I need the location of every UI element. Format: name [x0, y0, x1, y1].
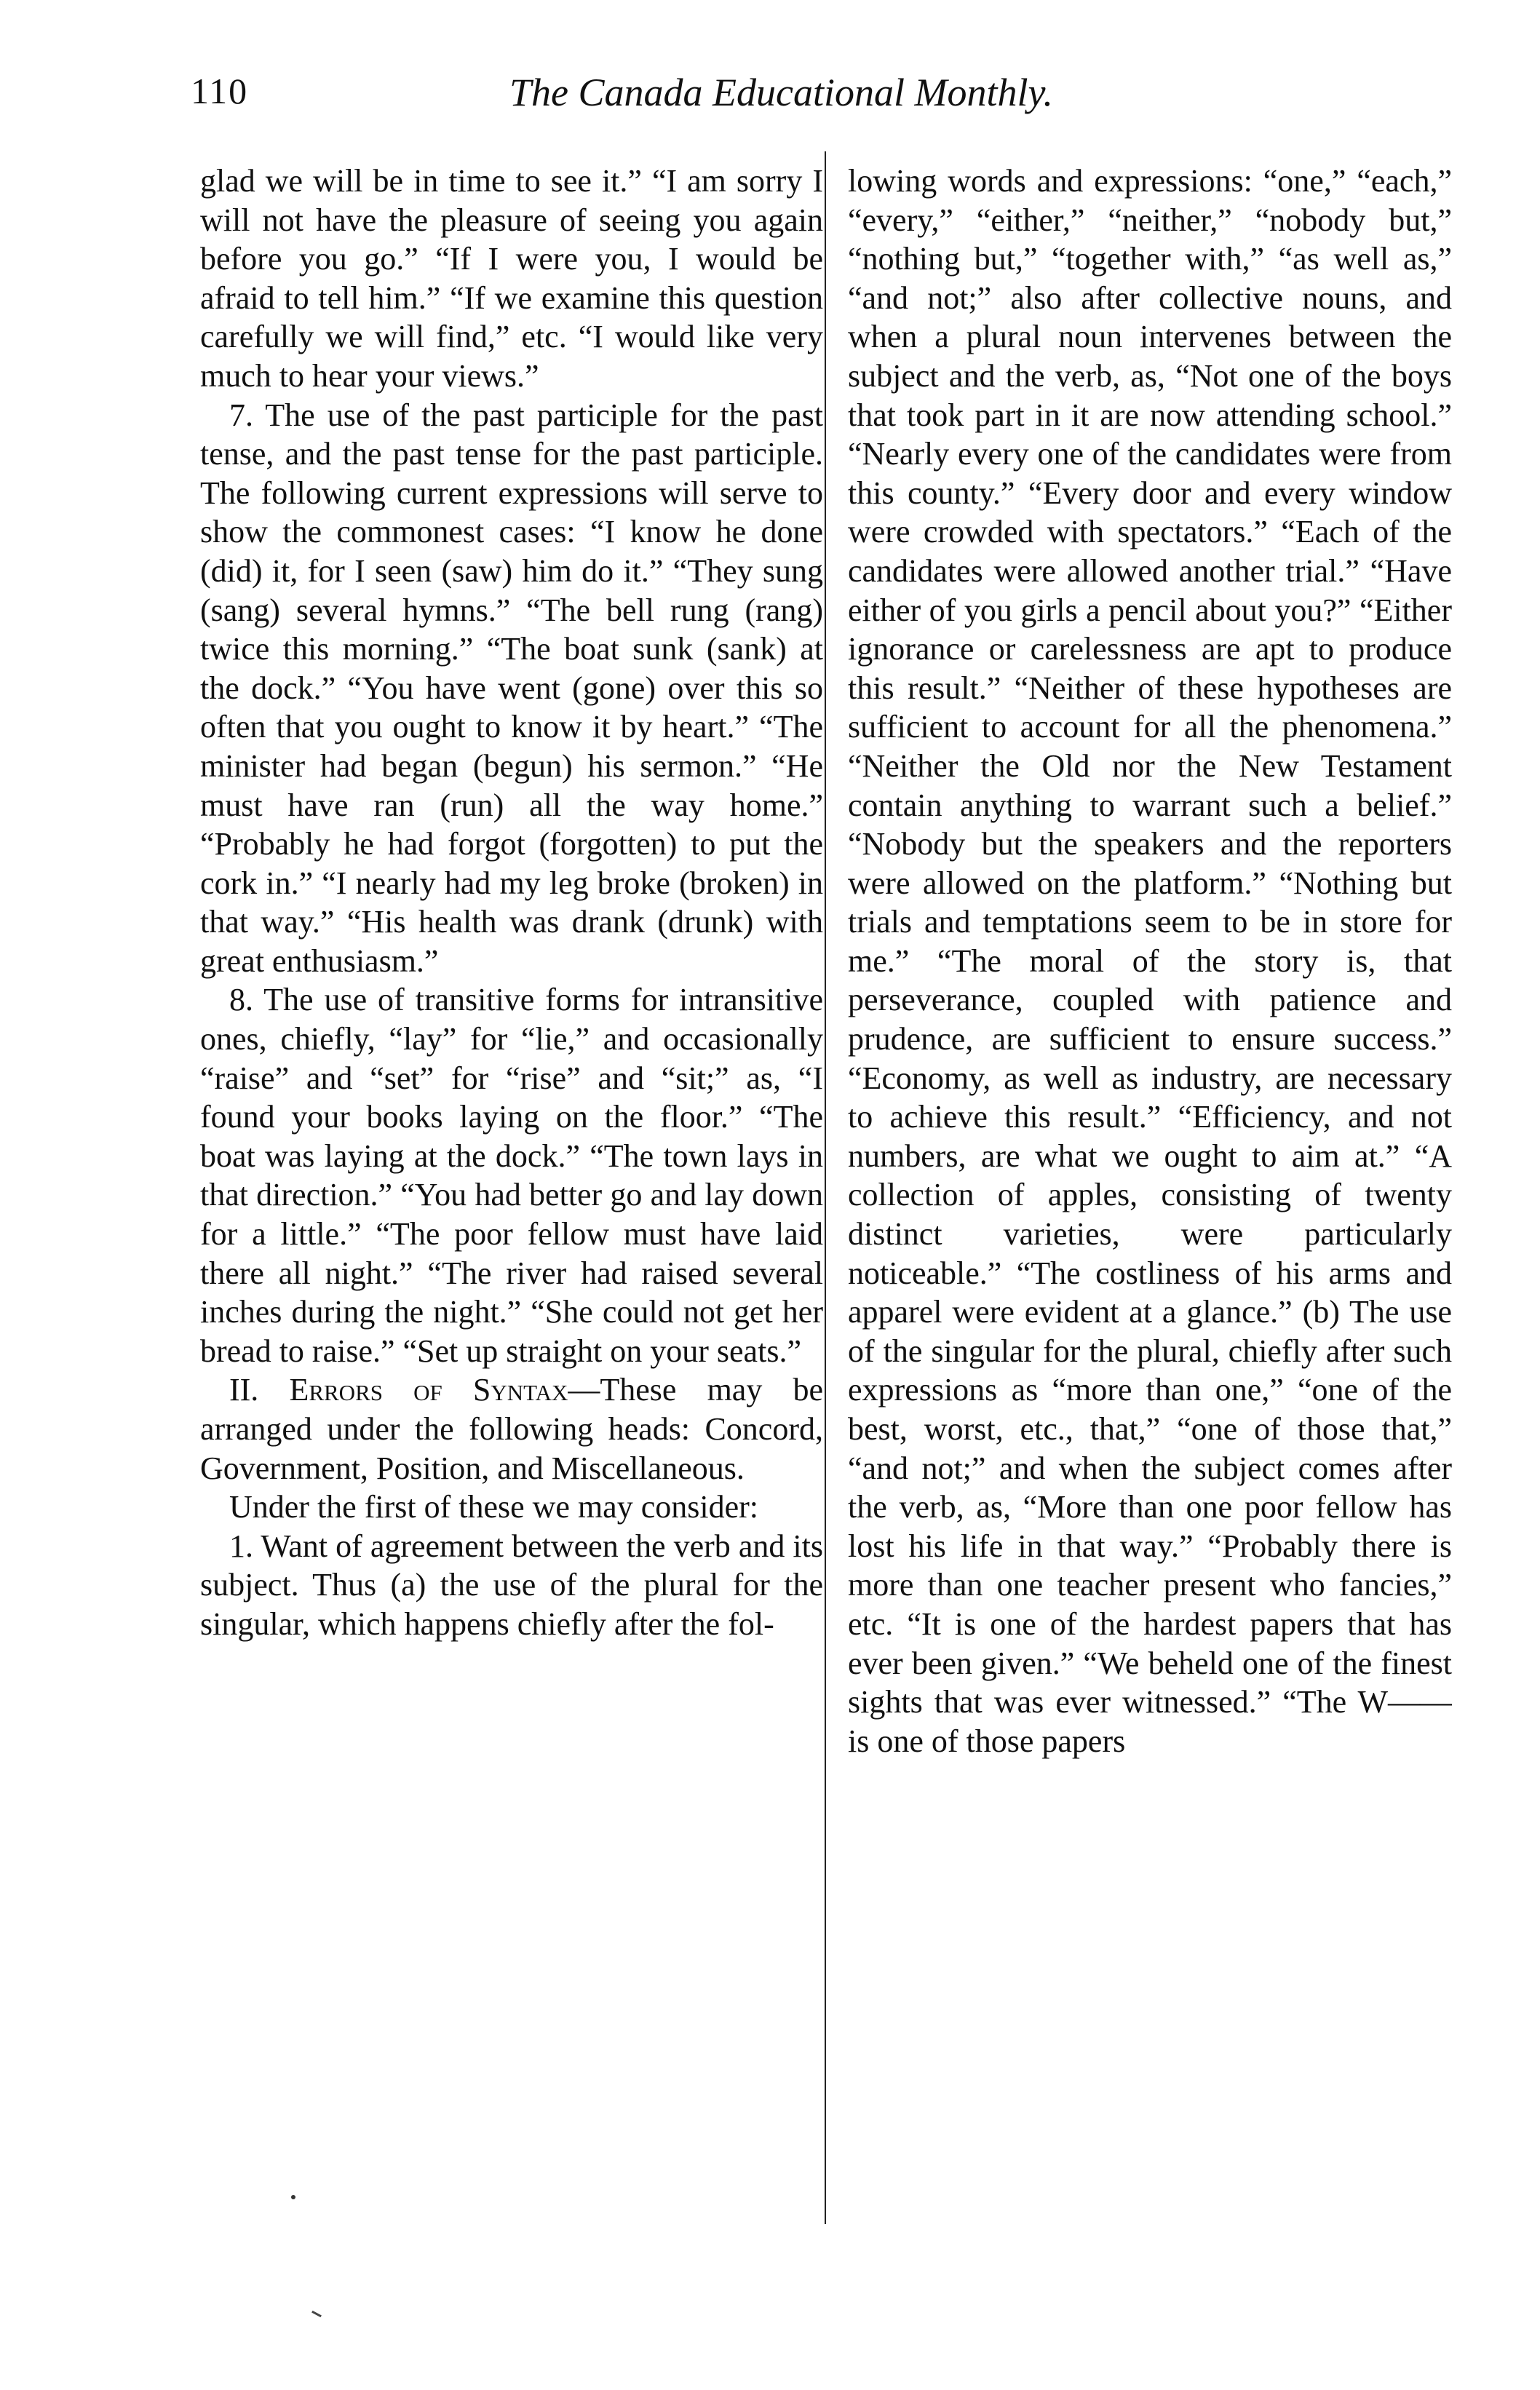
page-number: 110: [191, 71, 249, 111]
paragraph-plural-for-singular: lowing words and expressions: “one,” “each,” “every,” “either,” “neither,” “nobody but,” “nothing but,” “together with,” “as well as,” “and not;” also after collective nouns, and when a plural noun intervenes between the subject and the verb, as, “Not one of the boys that took part in it are now attending school.” “Nearly every one of the candidates were from this county.” “Every door and every window were crowded with spectators.” “Each of the candidates were allowed another trial.” “Have either of you girls a pencil about you?” “Either ignorance or carelessness are apt to produce this result.” “Neither of these hypotheses are sufficient to account for all the phenomena.” “Neither the Old nor the New Testament contain anything to warrant such a belief.” “Nobody but the speakers and the reporters were allowed on the platform.” “Nothing but trials and temptations seem to be in store for me.” “The moral of the story is, that perseverance, coupled with patience and prudence, are sufficient to ensure success.” “Economy, as well as industry, are necessary to achieve this result.” “Efficiency, and not numbers, are what we ought to aim at.” “A collection of apples, consisting of twenty distinct varieties, were particularly noticeable.” “The costliness of his arms and apparel were evident at a glance.” (b) The use of the singular for the plural, chiefly after such expressions as “more than one,” “one of the best, worst, etc., that,” “one of those that,” “and not;” and when the subject comes after the verb, as, “More than one poor fellow has lost his life in that way.” “Probably there is more than one teacher present who fancies,” etc. “It is one of the hardest papers that has ever been given.” “We beheld one of the finest sights that was ever witnessed.” “The W—— is one of those papers: [848, 163, 1452, 1759]
right-column: [848, 162, 1452, 2236]
paragraph-transitive-forms: 8. The use of transitive forms for intransitive ones, chiefly, “lay” for “lie,” and occasionally “raise” and “set” for “rise” and “sit;” as, “I found your books laying on the floor.” “The boat was laying at the dock.” “The town lays in that direction.” “You had better go and lay down for a little.” “The poor fellow must have laid there all night.” “The river had raised several inches during the night.” “She could not get her bread to raise.” “Set up straight on your seats.”: [200, 982, 823, 1369]
section-heading: II. Errors of Syntax: [229, 1372, 568, 1408]
left-column: [200, 162, 823, 2236]
paragraph-past-participle: 7. The use of the past participle for the past tense, and the past tense for the past participle. The following current expressions will serve to show the commonest cases: “I know he done (did) it, for I seen (saw) him do it.” “They sung (sang) several hymns.” “The bell rung (rang) twice this morning.” “The boat sunk (sank) at the dock.” “You have went (gone) over this so often that you ought to know it by heart.” “The minister had began (begun) his sermon.” “He must have ran (run) all the way home.” “Probably he had forgot (forgotten) to put the cork in.” “I nearly had my leg broke (broken) in that way.” “His health was drank (drunk) with great enthusiasm.”: [200, 397, 823, 979]
section-heading-text: —These may be arranged under the following heads: Concord, Government, Position, and Miscellaneous.: [200, 1372, 823, 1486]
print-speck: [291, 2195, 295, 2199]
paragraph-under-first: Under the first of these we may consider:: [229, 1489, 758, 1525]
running-head: The Canada Educational Monthly.: [509, 71, 1053, 114]
print-mark: [311, 2311, 322, 2317]
paragraph-continuation: glad we will be in time to see it.” “I am sorry I will not have the pleasure of seeing you again before you go.” “If I were you, I would be afraid to tell him.” “If we examine this question carefully we will find,” etc. “I would like very much to hear your views.”: [200, 163, 823, 394]
page-header: [0, 70, 1540, 128]
paragraph-errors-of-syntax: [200, 1370, 823, 1488]
column-divider: [825, 151, 826, 2224]
paragraph-want-of-agreement: 1. Want of agreement between the verb and its subject. Thus (a) the use of the plural for the singular, which happens chiefly after the fol-: [200, 1528, 823, 1642]
